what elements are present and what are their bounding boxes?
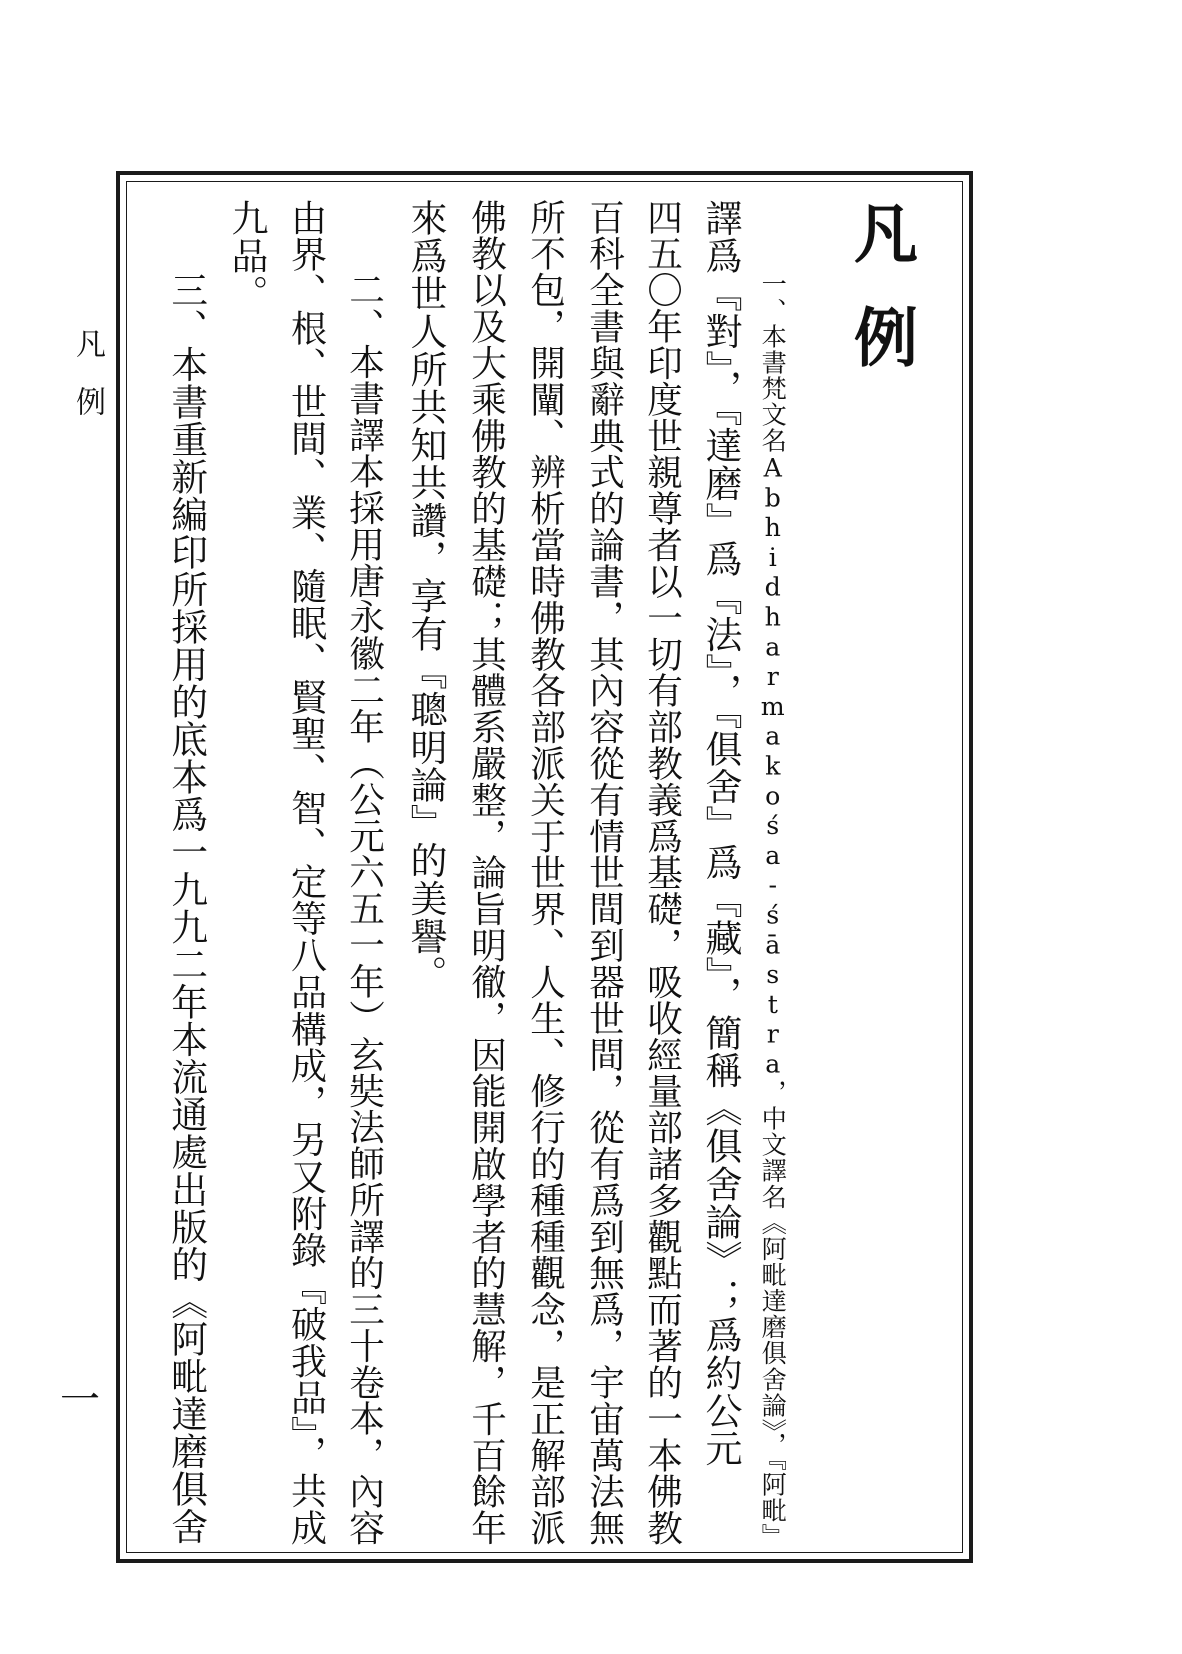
text-column-1: 一、本書梵文名Abhidharmakośa-śāstra，中文譯名《阿毗達磨俱舍論》，『阿毗』	[758, 271, 788, 1550]
text-column-5: 所不包，開闡、辨析當時佛教各部派关于世界、人生、修行的種種觀念，是正解部派	[524, 199, 566, 1547]
text-column-6: 佛教以及大乘佛教的基礎；其體系嚴整，論旨明徹，因能開啟學者的慧解，千百餘年	[465, 199, 507, 1547]
text-column-10: 九品。	[225, 199, 268, 313]
text-column-11: 三、本書重新編印所採用的底本爲一九九二年本流通處出版的《阿毗達磨俱舍	[165, 271, 209, 1546]
text-column-4: 百科全書與辭典式的論書，其內容從有情世間到器世間，從有爲到無爲，宇宙萬法無	[583, 199, 625, 1547]
text-column-2: 譯爲『對』，『達磨』爲『法』，『俱舍』爲『藏』，簡稱《俱舍論》；爲約公元	[699, 199, 742, 1468]
text-column-7: 來爲世人所共知共讚，享有『聰明論』的美譽。	[404, 199, 447, 993]
text-column-3: 四五〇年印度世親尊者以一切有部教義爲基礎，吸收經量部諸多觀點而著的一本佛教	[641, 199, 683, 1547]
text-column-8: 二、本書譯本採用唐永徽二年（公元六五一年）玄奘法師所譯的三十卷本，內容	[343, 271, 385, 1547]
page-title: 凡例	[843, 200, 917, 408]
page-number: 一	[60, 1377, 100, 1423]
text-column-9: 由界、根、世間、業、隨眠、賢聖、智、定等八品構成，另又附錄『破我品』，共成	[285, 199, 328, 1546]
running-head: 凡例	[70, 328, 105, 444]
